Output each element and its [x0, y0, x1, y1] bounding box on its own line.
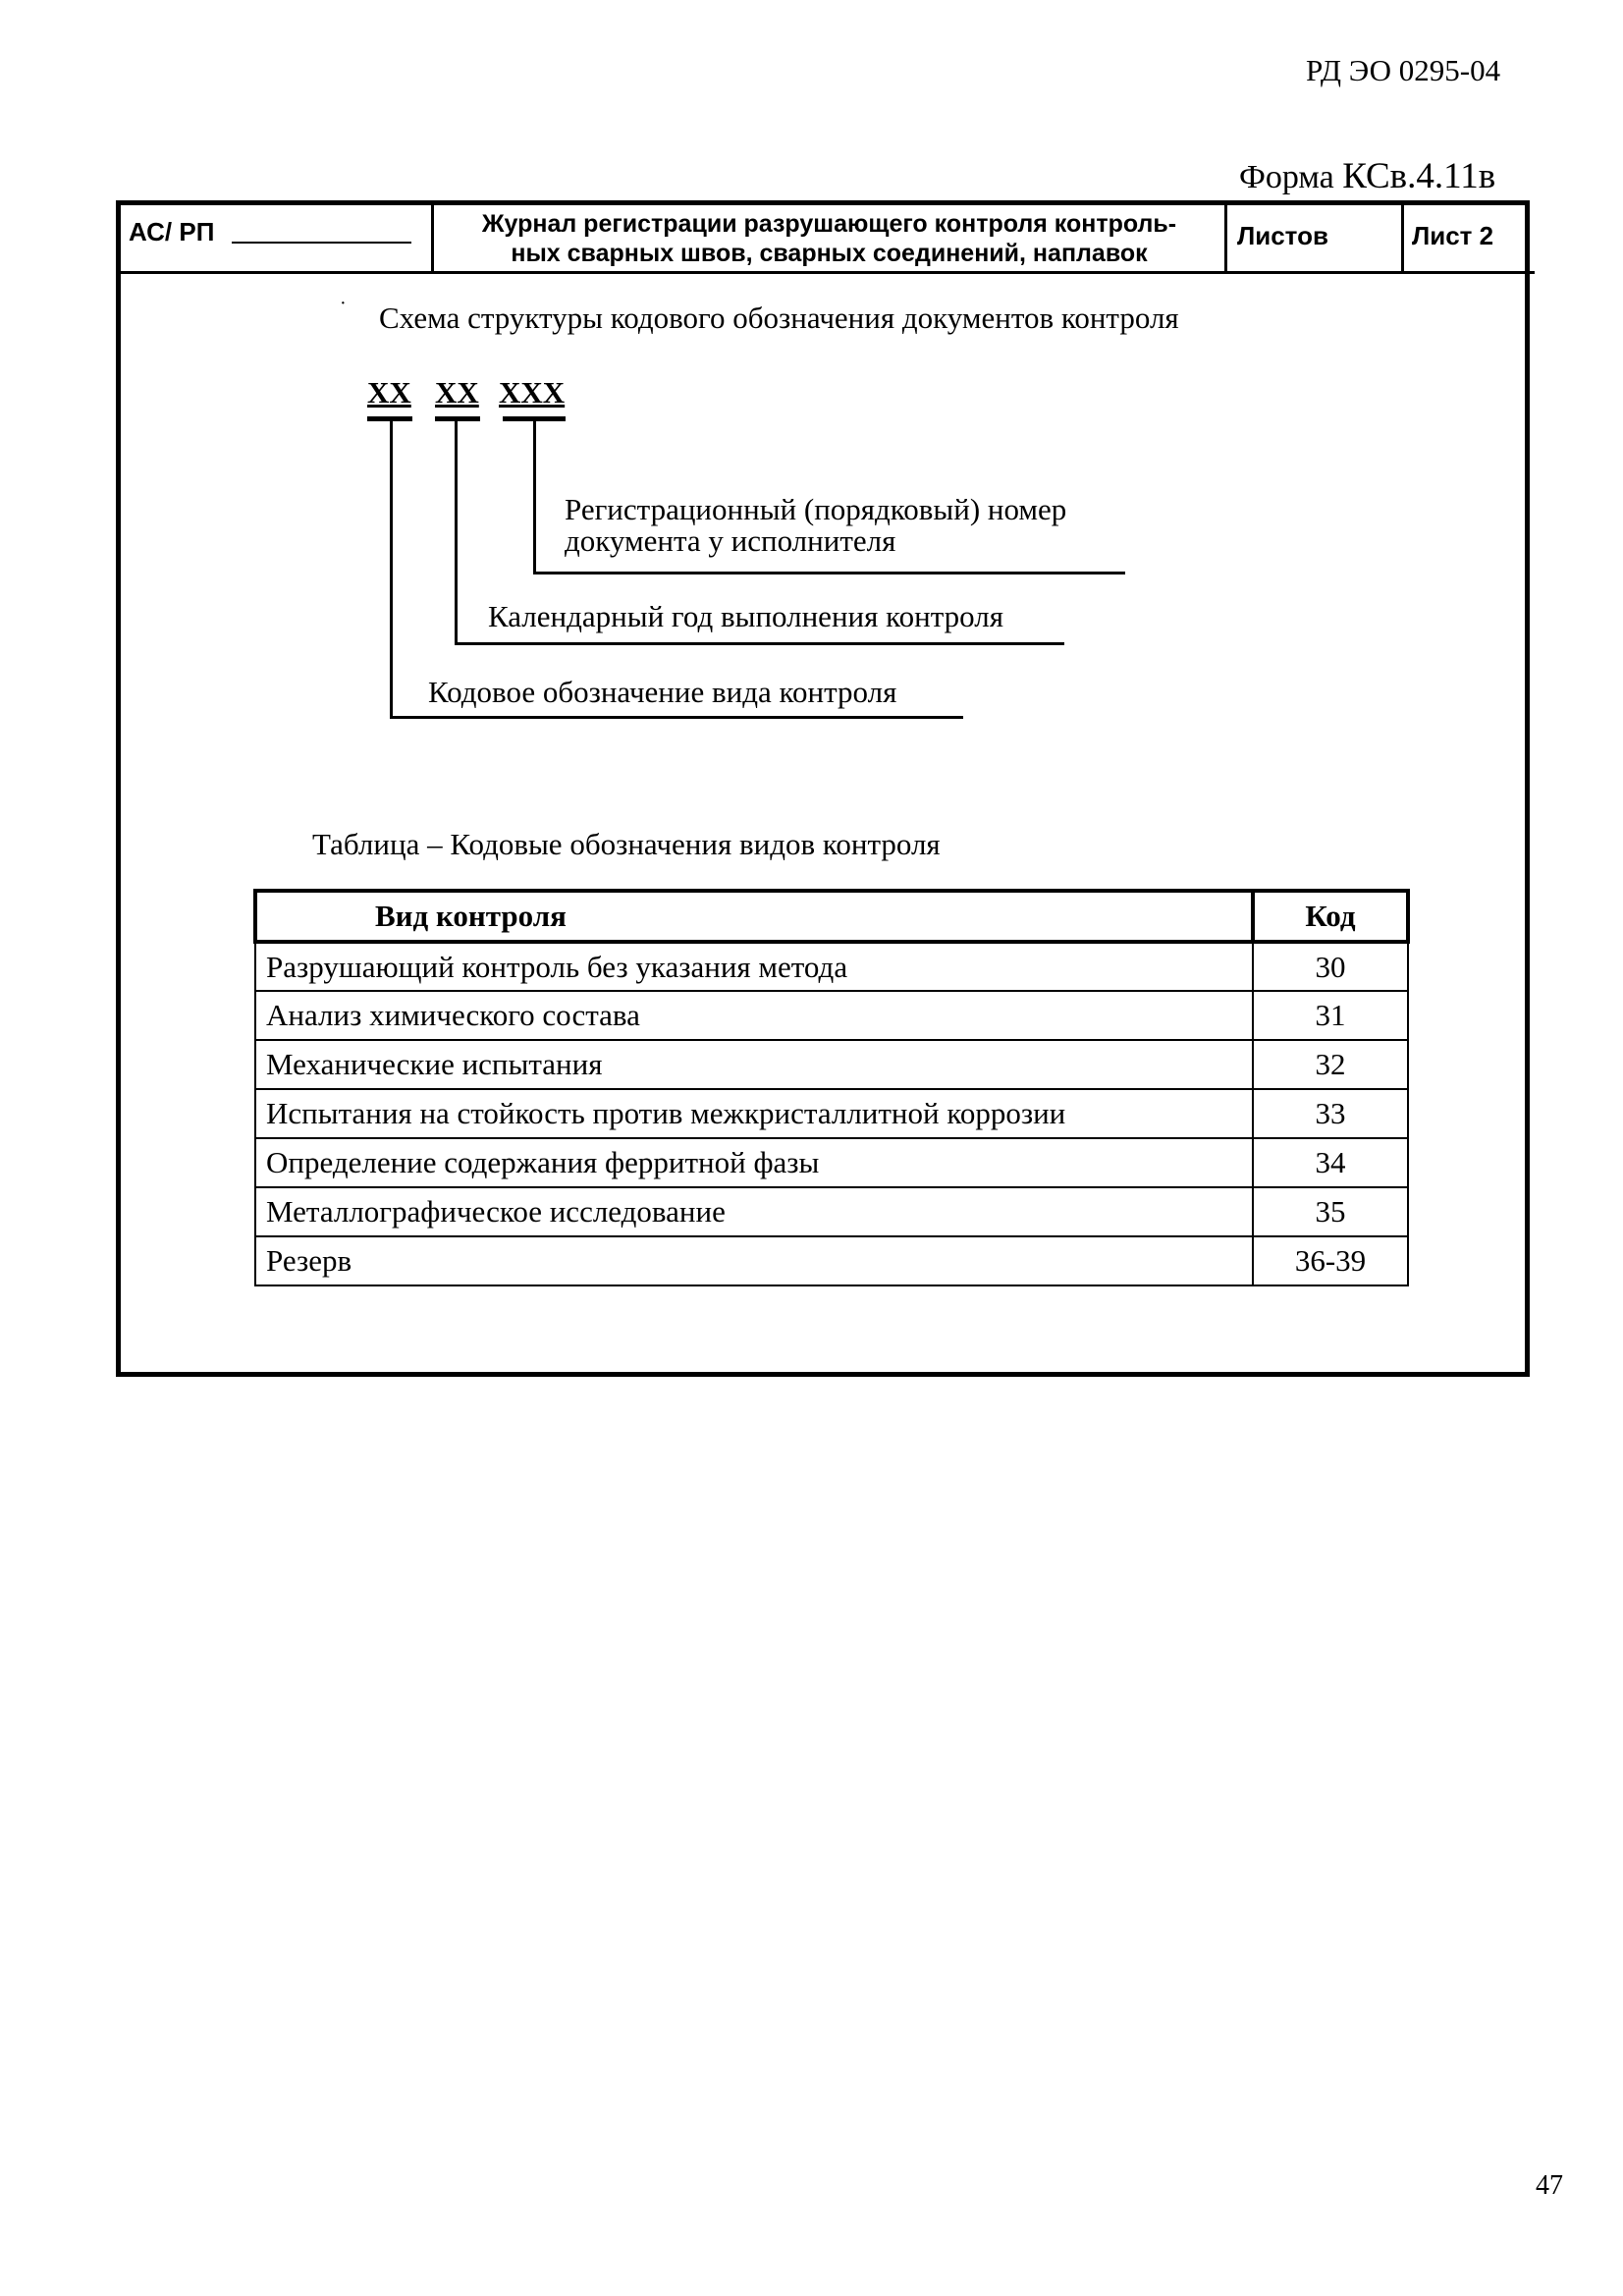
- journal-title-line-1: Журнал регистрации разрушающего контроля контроль-: [481, 210, 1177, 238]
- as-rp-blank-line: [232, 242, 411, 244]
- sheet-number-cell: [1404, 205, 1535, 274]
- label-year: Календарный год выполнения контроля: [488, 599, 1003, 633]
- as-rp-label: АС/ РП: [129, 217, 215, 246]
- row-control-type: Определение содержания ферритной фазы: [255, 1138, 1253, 1187]
- leader-vertical-type: [390, 419, 393, 719]
- row-control-type: Анализ химического состава: [255, 991, 1253, 1040]
- row-code: 30: [1253, 942, 1408, 991]
- scheme-title: Схема структуры кодового обозначения документов контроля: [379, 301, 1179, 335]
- label-type: Кодовое обозначение вида контроля: [428, 675, 897, 709]
- table-row: [255, 1138, 1408, 1187]
- form-label: [1239, 155, 1495, 197]
- sheet-number-label: Лист 2: [1412, 221, 1494, 250]
- leader-vertical-year: [455, 419, 458, 645]
- row-control-type: Разрушающий контроль без указания метода: [255, 942, 1253, 991]
- row-code: 36-39: [1253, 1236, 1408, 1285]
- row-code: 32: [1253, 1040, 1408, 1089]
- table-row: [255, 1089, 1408, 1138]
- table-row: [255, 1236, 1408, 1285]
- table-row: [255, 942, 1408, 991]
- page-number: 47: [1536, 2170, 1563, 2201]
- row-code: 35: [1253, 1187, 1408, 1236]
- table-row: [255, 1187, 1408, 1236]
- leader-horizontal-type: [390, 716, 963, 719]
- row-control-type: Резерв: [255, 1236, 1253, 1285]
- sheets-count-cell: [1227, 205, 1404, 274]
- table-row: [255, 1040, 1408, 1089]
- row-code: 34: [1253, 1138, 1408, 1187]
- leader-horizontal-year: [455, 642, 1064, 645]
- code-part-type: XX: [367, 375, 411, 410]
- journal-title-line-2: ных сварных швов, сварных соединений, наплавок: [511, 240, 1148, 267]
- document-code: РД ЭО 0295-04: [1306, 53, 1501, 87]
- table-title: Таблица – Кодовые обозначения видов контроля: [312, 827, 941, 861]
- row-control-type: Металлографическое исследование: [255, 1187, 1253, 1236]
- row-control-type: Испытания на стойкость против межкристаллитной коррозии: [255, 1089, 1253, 1138]
- table-header-row: [255, 891, 1408, 942]
- form-prefix: Форма: [1239, 159, 1343, 195]
- control-codes-table: [253, 889, 1410, 1286]
- journal-title-cell: [434, 205, 1227, 274]
- code-part-year: XX: [435, 375, 479, 410]
- leader-horizontal-number: [533, 572, 1125, 574]
- label-registration-line-1: Регистрационный (порядковый) номер: [565, 492, 1067, 526]
- code-underline-year: [435, 416, 480, 421]
- leader-vertical-number: [533, 419, 536, 574]
- header-control-type: Вид контроля: [255, 891, 1253, 942]
- row-code: 33: [1253, 1089, 1408, 1138]
- stray-dot: ·: [340, 293, 347, 314]
- table-row: [255, 991, 1408, 1040]
- header-code: Код: [1253, 891, 1408, 942]
- as-rp-cell: [121, 205, 434, 274]
- row-code: 31: [1253, 991, 1408, 1040]
- label-registration-line-2: документа у исполнителя: [565, 523, 896, 558]
- code-part-number: XXX: [499, 375, 566, 410]
- row-control-type: Механические испытания: [255, 1040, 1253, 1089]
- sheets-count-label: Листов: [1237, 221, 1328, 250]
- form-code: КСв.4.11в: [1342, 156, 1496, 196]
